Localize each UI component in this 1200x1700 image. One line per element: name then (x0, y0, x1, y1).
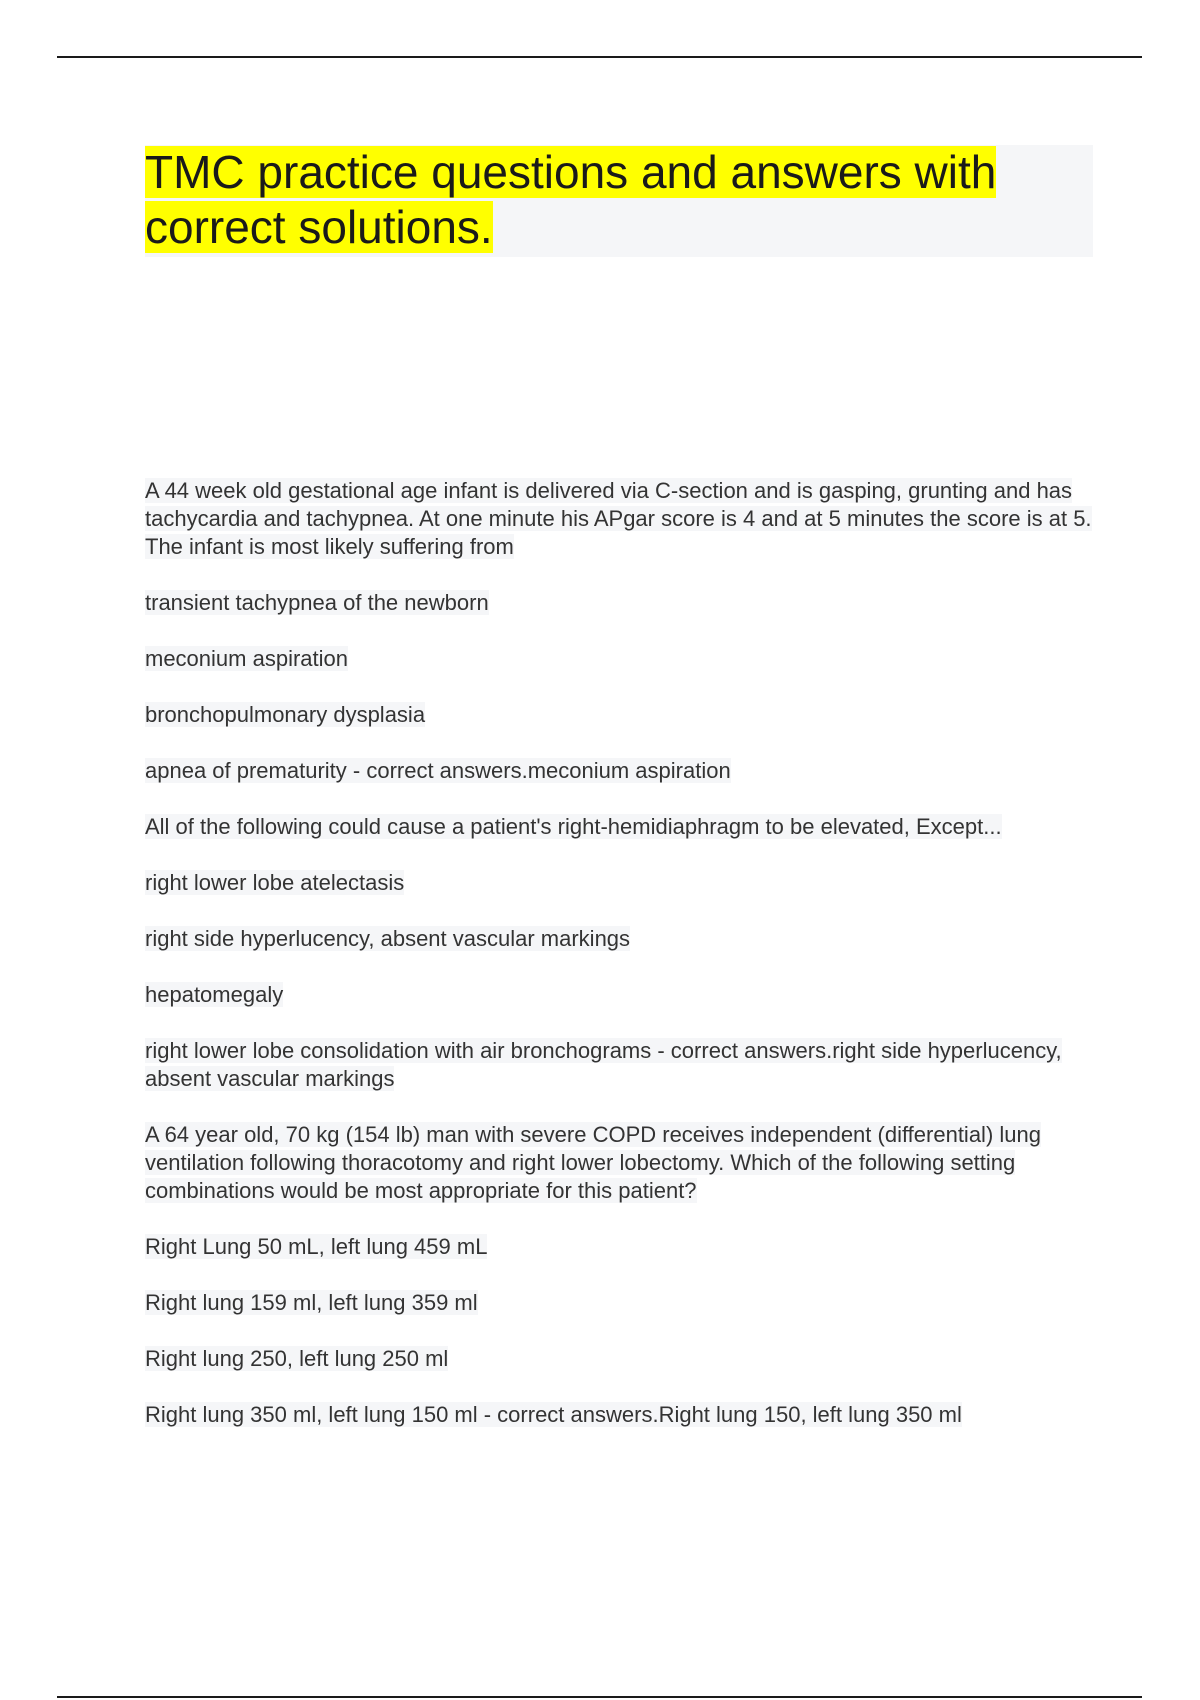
question-2-option-d-answer: right lower lobe consolidation with air bronchograms - correct answers.right side hyperlucency, absent vascular markings (145, 1038, 1062, 1091)
question-1-option-d-answer: apnea of prematurity - correct answers.meconium aspiration (145, 758, 731, 783)
question-1-option-c: bronchopulmonary dysplasia (145, 702, 426, 727)
question-3-option-d-answer: Right lung 350 ml, left lung 150 ml - correct answers.Right lung 150, left lung 350 ml (145, 1402, 962, 1427)
question-1-stem: A 44 week old gestational age infant is delivered via C-section and is gasping, grunting and has tachycardia and tachypnea. At one minute his APgar score is 4 and at 5 minutes the score is at 5. The infant is most likely suffering from (145, 478, 1092, 559)
document-body (145, 477, 1105, 1429)
document-title-text: TMC practice questions and answers with correct solutions. (145, 146, 997, 253)
document-title (145, 145, 1093, 255)
question-2-stem: All of the following could cause a patient's right-hemidiaphragm to be elevated, Except... (145, 814, 1002, 839)
bottom-rule (57, 1696, 1142, 1698)
top-rule (57, 56, 1142, 58)
question-1-option-b: meconium aspiration (145, 646, 348, 671)
question-2-option-b: right side hyperlucency, absent vascular markings (145, 926, 631, 951)
question-3-option-a: Right Lung 50 mL, left lung 459 mL (145, 1234, 488, 1259)
question-3-option-c: Right lung 250, left lung 250 ml (145, 1346, 449, 1371)
question-2-option-c: hepatomegaly (145, 982, 284, 1007)
question-3-stem: A 64 year old, 70 kg (154 lb) man with severe COPD receives independent (differential) lung ventilation following thoracotomy and right lower lobectomy. Which of the following setting combinations would be most appropriate for this patient? (145, 1122, 1041, 1203)
title-block (145, 145, 1093, 257)
question-3-option-b: Right lung 159 ml, left lung 359 ml (145, 1290, 478, 1315)
question-2-option-a: right lower lobe atelectasis (145, 870, 405, 895)
question-1-option-a: transient tachypnea of the newborn (145, 590, 489, 615)
